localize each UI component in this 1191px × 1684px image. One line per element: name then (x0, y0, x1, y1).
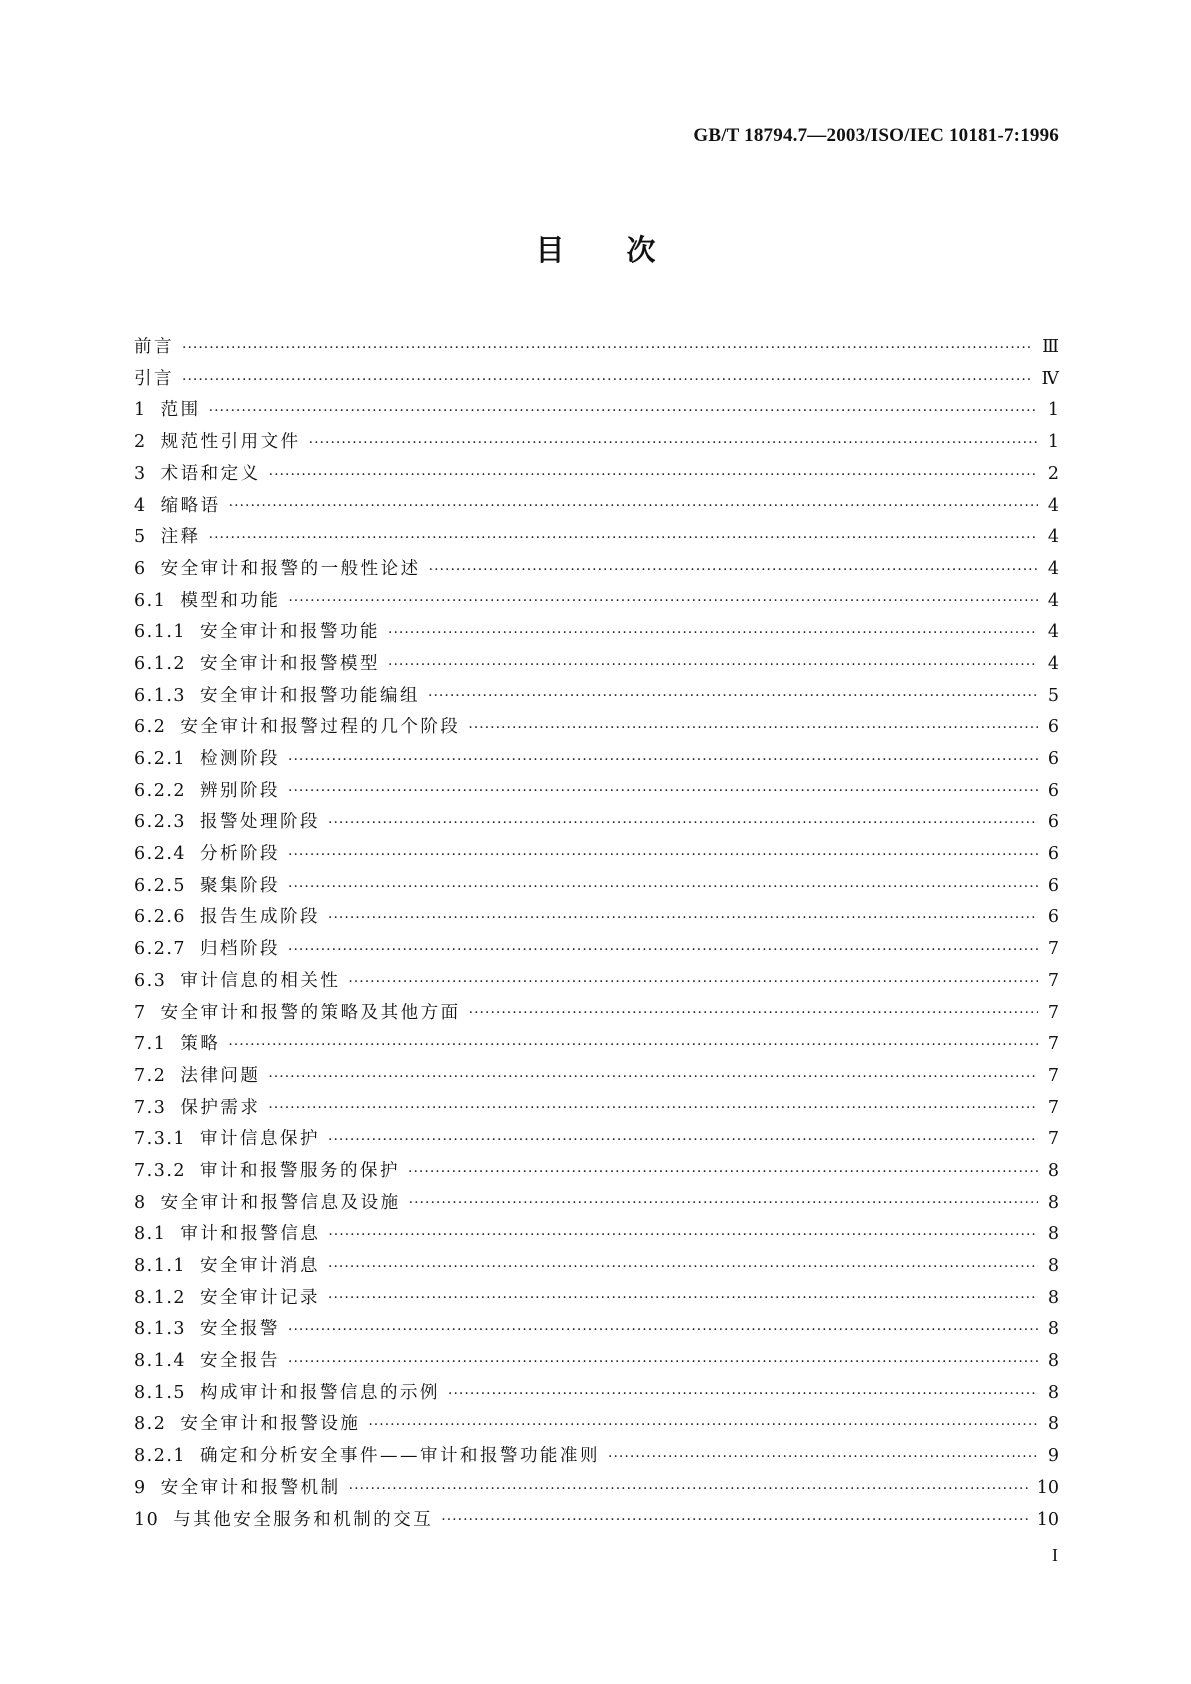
toc-dot-leader (448, 1387, 1038, 1401)
toc-section-number: 9 (134, 1477, 147, 1498)
toc-page-number: 7 (1047, 970, 1059, 991)
toc-entry-text (134, 1509, 441, 1530)
toc-entry[interactable] (134, 1283, 1059, 1315)
toc-entry[interactable] (134, 364, 1059, 396)
toc-page-number: 9 (1047, 1446, 1059, 1467)
toc-section-number: 10 (134, 1509, 160, 1530)
toc-dot-leader (328, 911, 1038, 925)
toc-page-number: 7 (1047, 939, 1059, 960)
toc-section-number: 7 (134, 1002, 147, 1023)
toc-entry[interactable] (134, 1029, 1059, 1061)
toc-entry-text (134, 495, 229, 516)
toc-section-title: 安全审计消息 (200, 1256, 321, 1277)
page-title: 目次 (535, 233, 718, 267)
toc-entry[interactable] (134, 586, 1059, 618)
toc-entry[interactable] (134, 427, 1059, 459)
toc-section-title: 分析阶段 (200, 844, 281, 865)
toc-entry-text (134, 1036, 228, 1054)
toc-section-number: 6.3 (134, 970, 167, 991)
toc-section-number: 8.1.5 (134, 1382, 187, 1403)
toc-page-number: 4 (1047, 495, 1059, 516)
toc-entry-text (134, 463, 269, 484)
toc-section-number: 6.2.1 (134, 749, 187, 770)
toc-section-number: 6.2.4 (134, 844, 187, 865)
toc-section-number: 1 (134, 400, 147, 421)
toc-entry[interactable] (134, 681, 1059, 713)
toc-section-title: 安全审计和报警设施 (180, 1414, 361, 1435)
toc-page-number: 4 (1047, 590, 1059, 611)
toc-entry-text (134, 1002, 469, 1023)
toc-entry[interactable] (134, 1409, 1059, 1441)
toc-entry-text (134, 1160, 408, 1181)
toc-dot-leader (288, 1355, 1038, 1369)
toc-entry-text (134, 1477, 349, 1498)
toc-dot-leader (388, 658, 1038, 672)
toc-dot-leader (288, 943, 1038, 957)
toc-section-title: 安全审计和报警信息及设施 (160, 1192, 401, 1213)
toc-section-title: 与其他安全服务和机制的交互 (173, 1509, 434, 1530)
toc-page-number: 8 (1047, 1319, 1059, 1340)
toc-entry-text (134, 368, 182, 389)
toc-entry-text (134, 1097, 268, 1118)
toc-section-number: 8.1.3 (134, 1319, 187, 1340)
toc-section-title: 规范性引用文件 (160, 432, 301, 453)
toc-page-number: 10 (1036, 1509, 1059, 1530)
toc-section-number: 6.1 (134, 590, 167, 611)
toc-section-title: 确定和分析安全事件——审计和报警功能准则 (200, 1446, 601, 1467)
toc-page-number: 1 (1047, 400, 1059, 421)
toc-dot-leader (348, 975, 1038, 989)
toc-page-number: 8 (1047, 1351, 1059, 1372)
toc-section-number: 8.1 (134, 1224, 167, 1245)
toc-section-number: 8.2 (134, 1414, 167, 1435)
toc-page-number: 7 (1047, 1129, 1059, 1150)
toc-section-number: 6.2 (134, 717, 167, 738)
toc-section-title: 审计信息的相关性 (180, 970, 341, 991)
toc-dot-leader (288, 848, 1038, 862)
toc-page-number: 6 (1047, 844, 1059, 865)
toc-entry-text (134, 1287, 328, 1308)
document-code: GB/T 18794.7—2003/ISO/IEC 10181-7:1996 (693, 125, 1059, 146)
toc-section-number: 6.1.1 (134, 622, 187, 643)
toc-section-number: 6.2.6 (134, 907, 187, 928)
toc-section-title: 报告生成阶段 (200, 907, 321, 928)
toc-dot-leader (328, 1228, 1038, 1242)
toc-dot-leader (288, 594, 1038, 608)
toc-dot-leader (268, 1101, 1038, 1115)
toc-page-number: 6 (1047, 812, 1059, 833)
toc-entry-text (134, 1065, 268, 1086)
toc-entry[interactable] (134, 1156, 1059, 1188)
toc-section-title: 检测阶段 (200, 749, 281, 770)
toc-entry[interactable] (134, 966, 1059, 998)
toc-section-title: 模型和功能 (180, 590, 281, 611)
toc-dot-leader (388, 626, 1038, 640)
toc-entry[interactable] (134, 712, 1059, 744)
toc-section-title: 保护需求 (180, 1097, 261, 1118)
toc-entry[interactable] (134, 554, 1059, 586)
toc-section-number: 7.1 (134, 1034, 167, 1055)
toc-page-number: 6 (1047, 749, 1059, 770)
toc-entry[interactable] (134, 1219, 1059, 1251)
toc-page-number: 7 (1047, 1034, 1059, 1055)
toc-entry[interactable] (134, 1473, 1059, 1505)
toc-entry-text (134, 558, 429, 579)
toc-section-title: 辨别阶段 (200, 780, 281, 801)
toc-dot-leader (429, 563, 1038, 577)
toc-entry[interactable] (134, 1314, 1059, 1346)
toc-dot-leader (368, 1418, 1038, 1432)
toc-section-title: 构成审计和报警信息的示例 (200, 1382, 441, 1403)
toc-entry-text (134, 751, 288, 769)
toc-entry[interactable] (134, 490, 1059, 522)
toc-section-title: 术语和定义 (160, 463, 261, 484)
toc-section-title: 安全报警 (200, 1319, 281, 1340)
toc-entry-text (134, 402, 209, 420)
toc-entry-text (134, 846, 288, 864)
toc-dot-leader (328, 816, 1038, 830)
toc-entry[interactable] (134, 649, 1059, 681)
toc-page-number: 6 (1047, 780, 1059, 801)
toc-entry[interactable] (134, 617, 1059, 649)
toc-section-title: 缩略语 (160, 495, 221, 516)
toc-entry-text (134, 941, 288, 959)
toc-entry-text (134, 1382, 448, 1403)
toc-section-number: 6.2.7 (134, 939, 187, 960)
toc-page-number: 7 (1047, 1065, 1059, 1086)
toc-section-number: 8.1.4 (134, 1351, 187, 1372)
toc-dot-leader (468, 721, 1038, 735)
toc-section-number: 7.3 (134, 1097, 167, 1118)
toc-page-number: 2 (1047, 463, 1059, 484)
toc-section-title: 报警处理阶段 (200, 812, 321, 833)
toc-section-title: 安全审计记录 (200, 1287, 321, 1308)
toc-entry-text (134, 1131, 328, 1149)
toc-dot-leader (288, 1323, 1038, 1337)
toc-entry[interactable] (134, 1504, 1059, 1536)
toc-entry-text (134, 1353, 288, 1371)
page-number: I (1052, 1545, 1058, 1565)
toc-page-number: 6 (1047, 907, 1059, 928)
toc-section-title: 归档阶段 (200, 939, 281, 960)
toc-dot-leader (269, 468, 1038, 482)
toc-dot-leader (469, 1006, 1038, 1020)
toc-dot-leader (328, 1260, 1038, 1274)
toc-section-title: 范围 (160, 400, 201, 421)
toc-entry-text (134, 529, 209, 547)
toc-page-number: 7 (1047, 1002, 1059, 1023)
toc-section-number: 6.2.3 (134, 812, 187, 833)
toc-dot-leader (409, 1196, 1038, 1210)
toc-dot-leader (229, 499, 1038, 513)
toc-section-number: 8 (134, 1192, 147, 1213)
toc-section-title: 安全审计和报警的一般性论述 (160, 558, 421, 579)
toc-entry-text (134, 1192, 409, 1213)
toc-dot-leader (209, 531, 1038, 545)
toc-section-title: 安全报告 (200, 1351, 281, 1372)
toc-section-title: 安全审计和报警过程的几个阶段 (180, 717, 461, 738)
toc-section-number: 6 (134, 558, 147, 579)
toc-dot-leader (428, 689, 1038, 703)
toc-page-number: Ⅲ (1042, 337, 1059, 358)
toc-dot-leader (209, 404, 1038, 418)
toc-section-title: 安全审计和报警的策略及其他方面 (160, 1002, 461, 1023)
toc-entry[interactable] (134, 902, 1059, 934)
toc-entry-text (134, 814, 328, 832)
toc-section-title: 注释 (160, 527, 201, 548)
toc-entry-text (134, 909, 328, 927)
toc-section-title: 前言 (134, 337, 174, 358)
toc-entry-text (134, 685, 428, 706)
toc-dot-leader (228, 1038, 1038, 1052)
toc-page-number: 8 (1047, 1224, 1059, 1245)
toc-section-title: 策略 (180, 1034, 221, 1055)
toc-entry-text (134, 434, 309, 452)
toc-entry-text (134, 875, 288, 896)
toc-dot-leader (288, 880, 1038, 894)
toc-section-number: 8.1.2 (134, 1287, 187, 1308)
toc-dot-leader (408, 1165, 1038, 1179)
toc-dot-leader (328, 1133, 1038, 1147)
toc-dot-leader (309, 436, 1038, 450)
toc-entry[interactable] (134, 1124, 1059, 1156)
toc-entry[interactable] (134, 332, 1059, 364)
toc-section-title: 聚集阶段 (200, 875, 281, 896)
toc-entry[interactable] (134, 1441, 1059, 1473)
toc-page-number: 8 (1047, 1256, 1059, 1277)
toc-page-number: 8 (1047, 1414, 1059, 1435)
toc-entry-text (134, 1226, 328, 1244)
toc-page-number: 8 (1047, 1192, 1059, 1213)
toc-section-number: 8.1.1 (134, 1256, 187, 1277)
toc-section-number: 7.3.1 (134, 1129, 187, 1150)
toc-page-number: 6 (1047, 717, 1059, 738)
toc-section-number: 6.2.2 (134, 780, 187, 801)
toc-entry[interactable] (134, 744, 1059, 776)
toc-dot-leader (182, 341, 1033, 355)
toc-entry-text (134, 590, 288, 611)
toc-page-number: 4 (1047, 653, 1059, 674)
toc-entry-text (134, 624, 388, 642)
toc-section-number: 7.3.2 (134, 1160, 187, 1181)
toc-entry[interactable] (134, 459, 1059, 491)
toc-entry-text (134, 339, 182, 357)
toc-entry[interactable] (134, 807, 1059, 839)
toc-page-number: 8 (1047, 1287, 1059, 1308)
toc-entry[interactable] (134, 1251, 1059, 1283)
toc-section-title: 安全审计和报警功能编组 (200, 685, 421, 706)
toc-page-number: 4 (1047, 558, 1059, 579)
toc-section-title: 审计和报警服务的保护 (200, 1160, 401, 1181)
toc-entry[interactable] (134, 522, 1059, 554)
toc-section-number: 8.2.1 (134, 1446, 187, 1467)
toc-section-number: 6.1.3 (134, 685, 187, 706)
toc-entry[interactable] (134, 1188, 1059, 1220)
toc-dot-leader (608, 1450, 1038, 1464)
toc-entry[interactable] (134, 1061, 1059, 1093)
toc-entry-text (134, 1258, 328, 1276)
toc-entry[interactable] (134, 395, 1059, 427)
toc-entry-text (134, 1321, 288, 1339)
toc-entry[interactable] (134, 776, 1059, 808)
toc-section-title: 引言 (134, 368, 174, 389)
toc-entry-text (134, 653, 388, 674)
toc-dot-leader (288, 753, 1038, 767)
toc-section-number: 2 (134, 432, 147, 453)
toc-entry-text (134, 1448, 608, 1466)
toc-section-title: 安全审计和报警模型 (200, 653, 381, 674)
toc-dot-leader (182, 373, 1033, 387)
toc-section-number: 4 (134, 495, 147, 516)
toc-section-title: 法律问题 (180, 1065, 261, 1086)
toc-entry[interactable] (134, 997, 1059, 1029)
toc-entry[interactable] (134, 1378, 1059, 1410)
toc-page-number: 4 (1047, 527, 1059, 548)
toc-section-number: 7.2 (134, 1065, 167, 1086)
toc-page-number: 10 (1036, 1477, 1059, 1498)
toc-page-number: 6 (1047, 875, 1059, 896)
toc-entry[interactable] (134, 934, 1059, 966)
toc-entry[interactable] (134, 1093, 1059, 1125)
toc-page-number: Ⅳ (1041, 368, 1059, 389)
toc-entry[interactable] (134, 871, 1059, 903)
toc-dot-leader (349, 1482, 1028, 1496)
toc-section-number: 3 (134, 463, 147, 484)
toc-page-number: 5 (1047, 685, 1059, 706)
toc-entry-text (134, 719, 468, 737)
toc-page-number: 4 (1047, 622, 1059, 643)
toc-page-number: 8 (1047, 1160, 1059, 1181)
toc-section-number: 6.1.2 (134, 653, 187, 674)
toc-dot-leader (441, 1513, 1027, 1527)
toc-entry-text (134, 970, 348, 991)
toc-section-title: 审计和报警信息 (180, 1224, 321, 1245)
toc-page-number: 1 (1047, 432, 1059, 453)
toc-page-number: 8 (1047, 1382, 1059, 1403)
table-of-contents (134, 332, 1059, 1536)
toc-entry-text (134, 780, 288, 801)
toc-section-number: 6.2.5 (134, 875, 187, 896)
toc-section-title: 安全审计和报警机制 (160, 1477, 341, 1498)
toc-dot-leader (288, 784, 1038, 798)
toc-dot-leader (268, 1070, 1038, 1084)
toc-section-title: 审计信息保护 (200, 1129, 321, 1150)
toc-entry[interactable] (134, 1346, 1059, 1378)
toc-entry-text (134, 1416, 368, 1434)
toc-page-number: 7 (1047, 1097, 1059, 1118)
toc-dot-leader (328, 1291, 1038, 1305)
toc-section-title: 安全审计和报警功能 (200, 622, 381, 643)
toc-section-number: 5 (134, 527, 147, 548)
toc-entry[interactable] (134, 839, 1059, 871)
